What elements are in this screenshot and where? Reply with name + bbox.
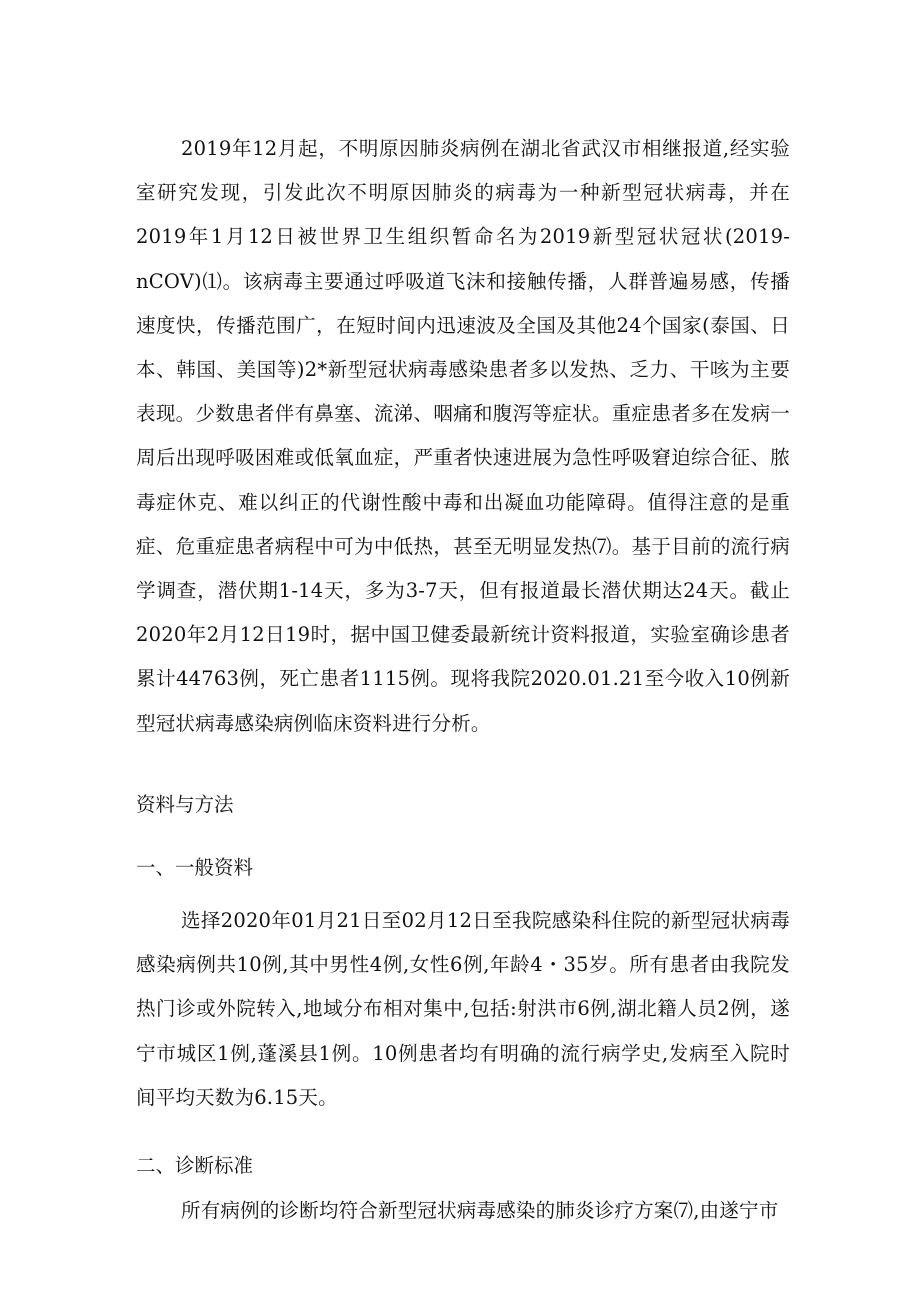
general-info-heading: 一、一般资料 bbox=[136, 856, 254, 879]
intro-paragraph: 2019年12月起，不明原因肺炎病例在湖北省武汉市相继报道,经实验室研究发现，引发此次不明原因肺炎的病毒为一种新型冠状病毒，并在2019年1月12日被世界卫生组织暂命名为2019新型冠状冠状(2019-nCOV)⑴。该病毒主要通过呼吸道飞沫和接触传播，人群普遍易感，传播速度快，传播范围广，在短时间内迅速波及全国及其他24个国家(泰国、日本、韩国、美国等)2*新型冠状病毒感染患者多以发热、乏力、干咳为主要表现。少数患者伴有鼻塞、流涕、咽痛和腹泻等症状。重症患者多在发病一周后出现呼吸困难或低氧血症，严重者快速进展为急性呼吸窘迫综合征、脓毒症休克、难以纠正的代谢性酸中毒和出凝血功能障碍。值得注意的是重症、危重症患者病程中可为中低热，甚至无明显发热⑺。基于目前的流行病学调查，潜伏期1-14天，多为3-7天，但有报道最长潜伏期达24天。截止2020年2月12日19时，据中国卫健委最新统计资料报道，实验室确诊患者累计44763例，死亡患者1115例。现将我院2020.01.21至今收入10例新型冠状病毒感染病例临床资料进行分析。 bbox=[136, 137, 790, 735]
general-info-paragraph: 选择2020年01月21日至02月12日至我院感染科住院的新型冠状病毒感染病例共10例,其中男性4例,女性6例,年龄4・35岁。所有患者由我院发热门诊或外院转入,地域分布相对集中,包括:射洪市6例,湖北籍人员2例，遂宁市城区1例,蓬溪县1例。10例患者均有明确的流行病学史,发病至入院时间平均天数为6.15天。 bbox=[136, 909, 790, 1109]
diagnosis-criteria-paragraph: 所有病例的诊断均符合新型冠状病毒感染的肺炎诊疗方案⑺,由遂宁市 bbox=[181, 1199, 779, 1222]
methods-heading: 资料与方法 bbox=[136, 793, 234, 816]
diagnosis-criteria-heading: 二、诊断标准 bbox=[136, 1154, 254, 1177]
